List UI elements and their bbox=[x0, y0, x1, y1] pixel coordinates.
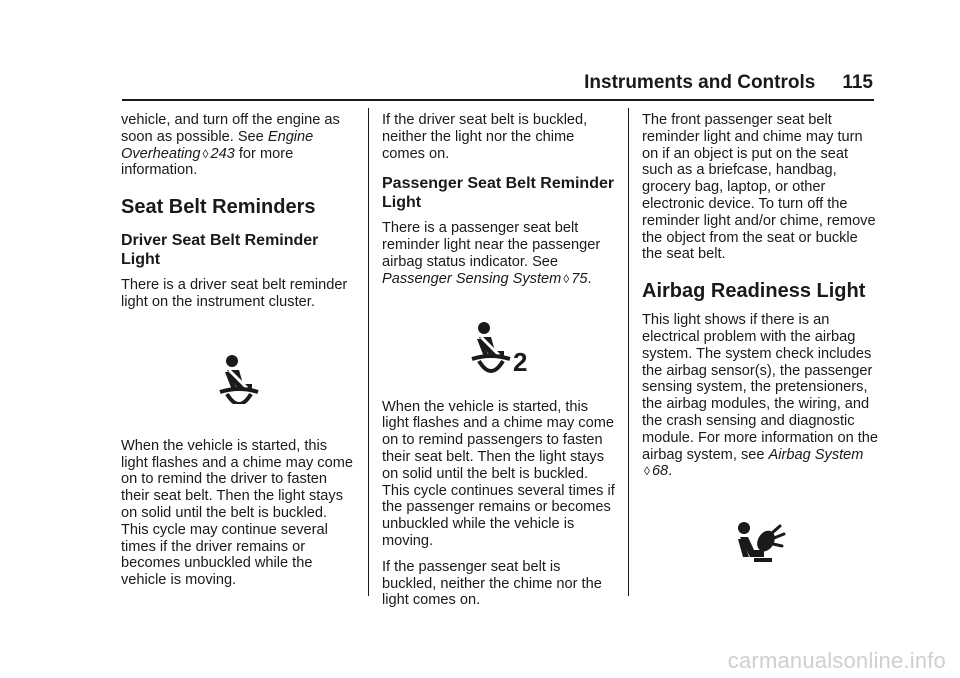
section-title: Instruments and Controls bbox=[584, 72, 816, 93]
passenger-reminder-intro: There is a passenger seat belt reminder light near the passenger airbag status indicator. See Passenger Sensing System ◊ 75. bbox=[382, 220, 601, 287]
watermark: carmanualsonline.info bbox=[727, 648, 946, 673]
airbag-readiness-detail: This light shows if there is an electrical problem with the airbag system. The system check includes the airbag sensor(s), the passenger sensing system, the pretensioners, the airbag modules, the wiring, and the crash sensing and diagnostic module. For more information on the airbag system, see Airbag System ◊ 68. bbox=[642, 312, 879, 480]
driver-reminder-detail: When the vehicle is started, this light flashes and a chime may come on to remind the driver to fasten their seat belt. Then the light stays on solid until the belt is buckled. This cycle may continue several times if the driver remains or becomes unbuckled while the vehicle is moving. bbox=[121, 437, 353, 589]
column-3 bbox=[642, 112, 880, 597]
ref-page-243[interactable]: 243 bbox=[210, 145, 235, 162]
column-divider-1 bbox=[368, 108, 369, 596]
heading-seat-belt-reminders: Seat Belt Reminders bbox=[121, 196, 316, 219]
page-header bbox=[584, 72, 873, 94]
heading-passenger-reminder: Passenger Seat Belt Reminder Light bbox=[382, 175, 615, 212]
passenger-number-label: 2 bbox=[513, 346, 528, 375]
column-1 bbox=[121, 112, 357, 598]
ref-engine-overheating[interactable]: Engine Overheating bbox=[121, 128, 314, 162]
column-2 bbox=[382, 112, 618, 618]
airbag-icon-wrap bbox=[642, 489, 880, 597]
object-on-seat-note: The front passenger seat belt reminder light and chime may turn on if an object is put on the seat such as a briefcase, handbag, grocery bag, laptop, or other electronic device. To turn off the reminder light and/or chime, remove the object from the seat or buckle the seat belt. bbox=[642, 112, 876, 263]
ref-passenger-sensing[interactable]: Passenger Sensing System bbox=[382, 270, 562, 287]
passenger-buckled-note: If the passenger seat belt is buckled, neither the chime nor the light comes on. bbox=[382, 558, 602, 609]
driver-icon-wrap bbox=[121, 320, 357, 438]
column-divider-2 bbox=[628, 108, 629, 596]
page-ref-arrow-icon: ◊ bbox=[202, 146, 209, 161]
passenger-seatbelt-reminder-icon bbox=[469, 321, 531, 375]
ref-page-75[interactable]: 75 bbox=[571, 270, 588, 287]
heading-airbag-readiness: Airbag Readiness Light bbox=[642, 280, 866, 303]
ref-page-68[interactable]: 68 bbox=[651, 463, 669, 480]
passenger-reminder-detail: When the vehicle is started, this light flashes and a chime may come on to remind passengers to fasten their seat belt. Then the light stays on solid until the belt is buckled. This cycle continues several times if the passenger remains or becomes unbuckled while the vehicle is moving. bbox=[382, 398, 615, 549]
ref-airbag-system[interactable]: Airbag System bbox=[768, 446, 864, 463]
page-number: 115 bbox=[842, 72, 873, 93]
seatbelt-reminder-icon bbox=[217, 354, 261, 404]
page-ref-arrow-icon: ◊ bbox=[563, 271, 570, 286]
driver-reminder-intro: There is a driver seat belt reminder light on the instrument cluster. bbox=[121, 277, 348, 310]
driver-buckled-note: If the driver seat belt is buckled, neither the light nor the chime comes on. bbox=[382, 112, 588, 162]
heading-driver-reminder: Driver Seat Belt Reminder Light bbox=[121, 232, 319, 269]
airbag-readiness-icon bbox=[734, 520, 788, 566]
intro-paragraph: vehicle, and turn off the engine as soon as possible. See Engine Overheating ◊ 243 for more information. bbox=[121, 112, 340, 179]
passenger-icon-wrap bbox=[382, 297, 618, 399]
header-rule bbox=[122, 99, 874, 101]
page-ref-arrow-icon: ◊ bbox=[644, 464, 650, 479]
